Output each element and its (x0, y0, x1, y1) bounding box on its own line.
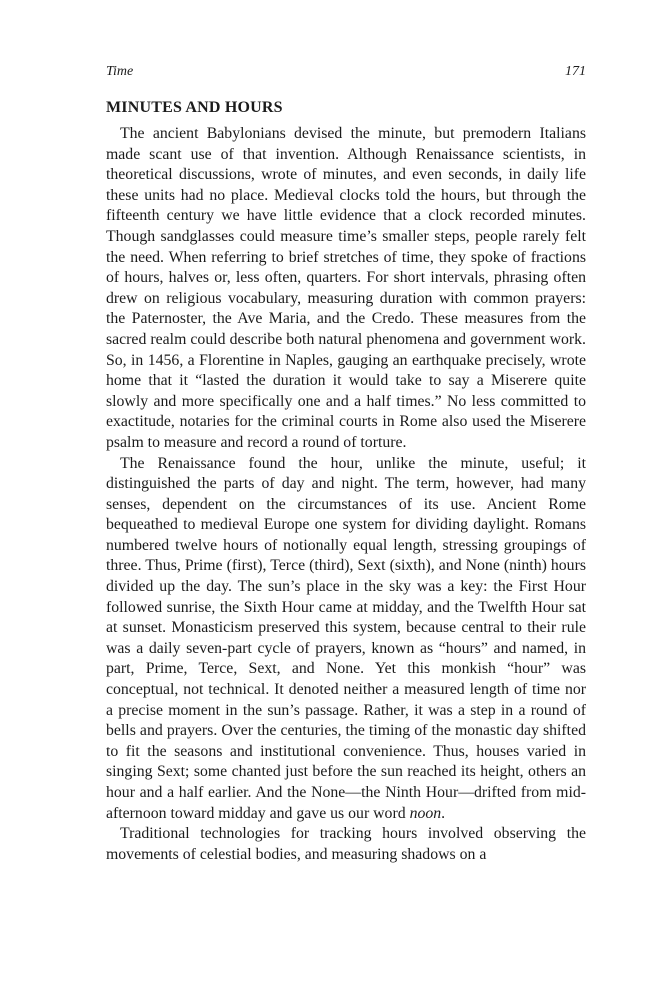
paragraph-text: The ancient Babylonians devised the minute, but premodern Italians made scant use of that invention. Although Renaissance scientists, in theoretical discussions, wrote of minutes, and even seconds, in daily life these units had no place. Medieval clocks told the hours, but through the fifteenth century we have little evidence that a clock recorded minutes. Though sandglasses could measure time’s smaller steps, people rarely felt the need. When referring to brief stretches of time, they spoke of fractions of hours, halves or, less often, quarters. For short intervals, phrasing often drew on religious vocabulary, measuring duration with common prayers: the Paternoster, the Ave Maria, and the Credo. These measures from the sacred realm could describe both natural phenomena and government work. So, in 1456, a Florentine in Naples, gauging an earthquake precisely, wrote home that it “lasted the duration it would take to say a Miserere quite slowly and more specifically one and a half times.” No less committed to exactitude, notaries for the criminal courts in Rome also used the Miserere psalm to measure and record a round of torture. (106, 125, 586, 451)
paragraph-tail: . (441, 804, 446, 822)
running-head-title: Time (106, 64, 134, 79)
section-heading: MINUTES AND HOURS (106, 99, 283, 116)
paragraph-text: The Renaissance found the hour, unlike the minute, useful; it distinguished the parts of day and night. The term, however, had many senses, dependent on the circumstances of its use. Ancient Rome bequeathed to medieval Europe one system for dividing daylight. Romans numbered twelve hours of notionally equal length, stressing groupings of three. Thus, Prime (first), Terce (third), Sext (sixth), and None (ninth) hours divided up the day. The sun’s place in the sky was a key: the First Hour followed sunrise, the Sixth Hour came at midday, and the Twelfth Hour sat at sunset. Monasticism preserved this system, because central to their rule was a daily seven-part cycle of prayers, known as “hours” and named, in part, Prime, Terce, Sext, and None. Yet this monkish “hour” was conceptual, not technical. It denoted neither a measured length of time nor a precise moment in the sun’s passage. Rather, it was a step in a round of bells and prayers. Over the centuries, the timing of the monastic day shifted to fit the seasons and institutional convenience. Thus, houses varied in singing Sext; some chanted just before the sun reached its height, others an hour and a half earlier. And the None—the Ninth Hour—drifted from mid-afternoon toward midday and gave us our word (106, 454, 586, 822)
paragraph-text: Traditional technologies for tracking hours involved observing the movements of celestial bodies, and measuring shadows on a (106, 825, 586, 863)
body-text (106, 124, 586, 865)
paragraph-traditional-technologies (106, 824, 586, 865)
emphasized-word: noon (409, 804, 442, 822)
paragraph-babylonian-minute (106, 124, 586, 454)
paragraph-renaissance-hour (106, 454, 586, 825)
running-head (106, 63, 586, 81)
page-number: 171 (565, 64, 586, 79)
book-page (106, 63, 586, 865)
